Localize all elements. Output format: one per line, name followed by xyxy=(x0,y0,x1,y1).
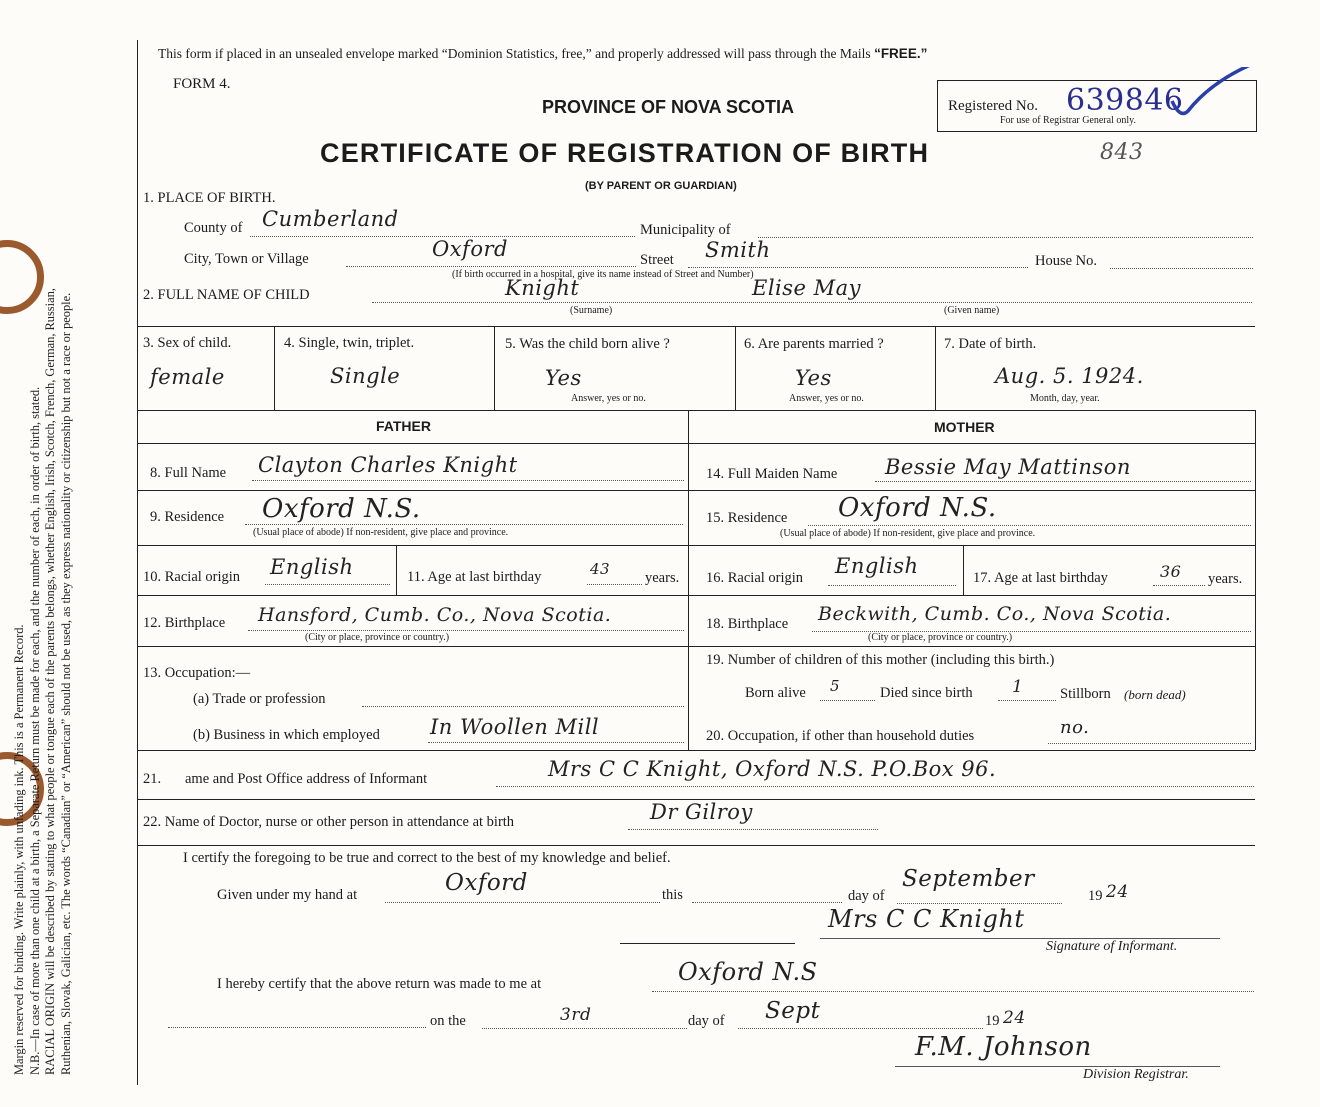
registered-box xyxy=(937,80,1257,132)
mother-residence-line xyxy=(808,525,1251,526)
mother-racial-label: 16. Racial origin xyxy=(706,570,804,586)
registered-label: Registered No. xyxy=(948,98,1038,114)
informant-line xyxy=(496,786,1254,787)
return-month-line xyxy=(738,1028,983,1029)
given-year-prefix: 19 xyxy=(1088,888,1103,904)
father-name-label: 8. Full Name xyxy=(150,465,227,481)
mother-residence-value: Oxford N.S. xyxy=(838,493,997,523)
father-birthplace-label: 12. Birthplace xyxy=(143,615,226,631)
born-alive-count-label: Born alive xyxy=(745,685,806,701)
rule-registrar-divider xyxy=(620,943,795,944)
margin-note-2: N.B.—In case of more than one child at a birth, a Separate Return must be made for each, and the number of each, in order of birth, stated. xyxy=(27,386,42,1075)
date-of-birth-value: Aug. 5. 1924. xyxy=(995,364,1144,388)
rule-row3-bottom xyxy=(137,410,1255,411)
mother-birthplace-label: 18. Birthplace xyxy=(706,616,789,632)
return-month-value: Sept xyxy=(765,998,821,1024)
mother-residence-note: (Usual place of abode) If non-resident, give place and province. xyxy=(780,528,1036,539)
province-heading: PROVINCE OF NOVA SCOTIA xyxy=(542,97,795,117)
mother-years-label: years. xyxy=(1208,571,1243,587)
date-of-birth-label: 7. Date of birth. xyxy=(944,336,1037,352)
mother-occupation-line xyxy=(1048,743,1251,744)
born-alive-label: 5. Was the child born alive ? xyxy=(505,336,670,352)
form-number: FORM 4. xyxy=(173,76,231,92)
mother-residence-label: 15. Residence xyxy=(706,510,788,526)
checkmark-icon xyxy=(1166,67,1256,127)
city-label: City, Town or Village xyxy=(184,251,309,267)
married-value: Yes xyxy=(795,366,832,390)
county-label: County of xyxy=(184,220,243,236)
father-racial-value: English xyxy=(270,555,354,579)
father-name-value: Clayton Charles Knight xyxy=(258,453,518,477)
certify-statement: I certify the foregoing to be true and correct to the best of my knowledge and belief. xyxy=(183,850,671,866)
signature-of-informant-label: Signature of Informant. xyxy=(1046,939,1178,954)
place-of-birth-heading: 1. PLACE OF BIRTH. xyxy=(143,190,276,206)
business-value: In Woollen Mill xyxy=(430,715,600,739)
father-birthplace-note: (City or place, province or country.) xyxy=(305,632,450,643)
mother-age-line xyxy=(1153,585,1205,586)
born-alive-note: Answer, yes or no. xyxy=(571,393,646,404)
return-day-line xyxy=(482,1028,687,1029)
rule-name-bottom xyxy=(137,490,1255,491)
father-racial-label: 10. Racial origin xyxy=(143,569,241,585)
father-birthplace-line xyxy=(248,630,684,631)
father-age-value: 43 xyxy=(590,560,611,578)
margin-rule xyxy=(137,40,138,1085)
registrar-signature: F.M. Johnson xyxy=(915,1032,1092,1062)
street-label: Street xyxy=(640,252,674,268)
mother-occupation-value: no. xyxy=(1060,717,1090,738)
house-number-line xyxy=(1110,268,1253,269)
informant-number: 21. xyxy=(143,771,162,787)
registered-number: 639846 xyxy=(1066,83,1184,118)
margin-note-4: Ruthenian, Slovak, Galician, etc. The words “Canadian” or “American” should not be used, as they express nationality or citizenship but not a race or people. xyxy=(58,292,73,1075)
rule-headings-bottom xyxy=(137,443,1255,444)
rule-row3-div1 xyxy=(274,326,275,410)
street-value: Smith xyxy=(705,238,771,262)
rule-mother-age-div xyxy=(963,545,964,595)
rule-racial-bottom xyxy=(137,595,1255,596)
father-age-label: 11. Age at last birthday xyxy=(407,569,542,585)
rule-parents-center xyxy=(688,410,689,750)
mother-age-value: 36 xyxy=(1160,562,1182,581)
informant-label: ame and Post Office address of Informant xyxy=(185,771,428,787)
stillborn-label: Stillborn xyxy=(1060,686,1111,702)
given-under-hand-label: Given under my hand at xyxy=(217,887,358,903)
child-name-line xyxy=(372,302,1252,303)
mother-birthplace-value: Beckwith, Cumb. Co., Nova Scotia. xyxy=(818,603,1172,625)
stillborn-note: (born dead) xyxy=(1124,687,1186,702)
informant-value: Mrs C C Knight, Oxford N.S. P.O.Box 96. xyxy=(548,757,997,781)
given-place-line xyxy=(385,902,660,903)
return-place-line xyxy=(652,991,1254,992)
father-residence-line xyxy=(245,524,683,525)
county-value: Cumberland xyxy=(262,207,399,231)
father-residence-value: Oxford N.S. xyxy=(262,494,421,524)
rule-father-age-div xyxy=(396,545,397,595)
rule-parents-right xyxy=(1255,410,1256,750)
child-name-label: 2. FULL NAME OF CHILD xyxy=(143,287,310,303)
date-of-birth-note: Month, day, year. xyxy=(1030,393,1100,404)
married-label: 6. Are parents married ? xyxy=(744,336,884,352)
father-name-line xyxy=(252,480,684,481)
mother-racial-value: English xyxy=(835,554,919,578)
given-name-note: (Given name) xyxy=(944,305,1000,316)
child-surname-value: Knight xyxy=(505,276,580,300)
father-residence-label: 9. Residence xyxy=(150,509,225,525)
municipality-line xyxy=(758,237,1253,238)
mail-note: This form if placed in an unsealed envelope marked “Dominion Statistics, free,” and properly addressed will pass through the Mails “FREE.” xyxy=(158,46,928,61)
sex-value: female xyxy=(150,365,225,389)
margin-note-3: RACIAL ORIGIN will be described by stating to what people or tongue each of the parents belongs, whether English, Irish, Scotch, French, German, Russian, xyxy=(43,288,57,1075)
return-day-of-label: day of xyxy=(688,1013,725,1029)
trade-line xyxy=(362,706,684,707)
mother-name-label: 14. Full Maiden Name xyxy=(706,466,838,482)
doctor-line xyxy=(628,829,878,830)
city-value: Oxford xyxy=(432,237,508,261)
business-label: (b) Business in which employed xyxy=(193,727,380,743)
return-day-value: 3rd xyxy=(560,1005,592,1025)
given-day-of-label: day of xyxy=(848,888,885,904)
informant-signature: Mrs C C Knight xyxy=(828,905,1025,933)
father-residence-note: (Usual place of abode) If non-resident, give place and province. xyxy=(253,527,509,538)
this-label: this xyxy=(662,887,683,903)
father-heading: FATHER xyxy=(376,418,431,434)
given-day-line xyxy=(692,902,842,903)
born-alive-count-line xyxy=(820,700,875,701)
street-line xyxy=(688,267,1028,268)
hospital-note: (If birth occurred in a hospital, give its name instead of Street and Number) xyxy=(452,269,754,280)
doctor-label: 22. Name of Doctor, nurse or other person in attendance at birth xyxy=(143,814,515,830)
rule-row3-div3 xyxy=(735,326,736,410)
return-year-prefix: 19 xyxy=(985,1013,1000,1029)
rule-doctor-bottom xyxy=(137,845,1255,846)
business-line xyxy=(428,742,684,743)
surname-note: (Surname) xyxy=(570,305,613,316)
margin-note-1: Margin reserved for binding. Write plainly, with unfading ink. This is a Permanent Record. xyxy=(12,624,26,1075)
rule-residence-bottom xyxy=(137,545,1255,546)
father-age-line xyxy=(587,584,642,585)
father-years-label: years. xyxy=(645,570,680,586)
return-place-value: Oxford N.S xyxy=(678,958,818,986)
registrar-statement: I hereby certify that the above return was made to me at xyxy=(217,976,542,992)
died-since-birth-value: 1 xyxy=(1012,677,1024,697)
plurality-value: Single xyxy=(330,364,401,388)
certificate-title: CERTIFICATE OF REGISTRATION OF BIRTH xyxy=(320,138,930,168)
division-registrar-label: Division Registrar. xyxy=(1083,1067,1189,1082)
given-month-line xyxy=(897,903,1062,904)
born-alive-value: Yes xyxy=(545,366,582,390)
free-label: “FREE.” xyxy=(874,46,928,61)
rule-parents-bottom xyxy=(137,750,1255,751)
sex-label: 3. Sex of child. xyxy=(143,335,232,351)
rule-row3-top xyxy=(137,326,1255,327)
return-lead-line xyxy=(168,1027,426,1028)
mother-name-line xyxy=(875,481,1251,482)
married-note: Answer, yes or no. xyxy=(789,393,864,404)
certificate-subtitle: (BY PARENT OR GUARDIAN) xyxy=(585,180,737,192)
mother-birthplace-note: (City or place, province or country.) xyxy=(868,632,1013,643)
given-month-value: September xyxy=(902,866,1035,892)
city-line xyxy=(346,266,636,267)
mother-heading: MOTHER xyxy=(934,419,995,435)
mother-name-value: Bessie May Mattinson xyxy=(885,455,1131,479)
child-given-name-value: Elise May xyxy=(752,276,862,300)
registered-note: For use of Registrar General only. xyxy=(1000,115,1136,126)
return-year-value: 24 xyxy=(1003,1008,1026,1028)
house-number-label: House No. xyxy=(1035,253,1098,269)
given-place-value: Oxford xyxy=(445,870,528,896)
plurality-label: 4. Single, twin, triplet. xyxy=(284,335,415,351)
rule-birthplace-bottom xyxy=(137,646,1255,647)
given-year-value: 24 xyxy=(1106,882,1129,902)
occupation-label: 13. Occupation:— xyxy=(143,665,251,681)
margin-notes xyxy=(12,35,140,1075)
died-since-birth-label: Died since birth xyxy=(880,685,973,701)
mother-age-label: 17. Age at last birthday xyxy=(973,570,1108,586)
mother-racial-line xyxy=(828,585,956,586)
died-since-birth-line xyxy=(998,700,1056,701)
doctor-value: Dr Gilroy xyxy=(650,800,753,824)
children-count-label: 19. Number of children of this mother (including this birth.) xyxy=(706,652,1055,668)
stamp-number: 843 xyxy=(1100,140,1144,165)
municipality-label: Municipality of xyxy=(640,222,731,238)
rule-row3-div4 xyxy=(935,326,936,410)
trade-label: (a) Trade or profession xyxy=(193,691,326,707)
mother-occupation-label: 20. Occupation, if other than household duties xyxy=(706,728,975,744)
father-birthplace-value: Hansford, Cumb. Co., Nova Scotia. xyxy=(258,604,612,626)
on-the-label: on the xyxy=(430,1013,466,1029)
born-alive-count-value: 5 xyxy=(830,677,841,695)
rule-row3-div2 xyxy=(494,326,495,410)
father-racial-line xyxy=(265,584,390,585)
